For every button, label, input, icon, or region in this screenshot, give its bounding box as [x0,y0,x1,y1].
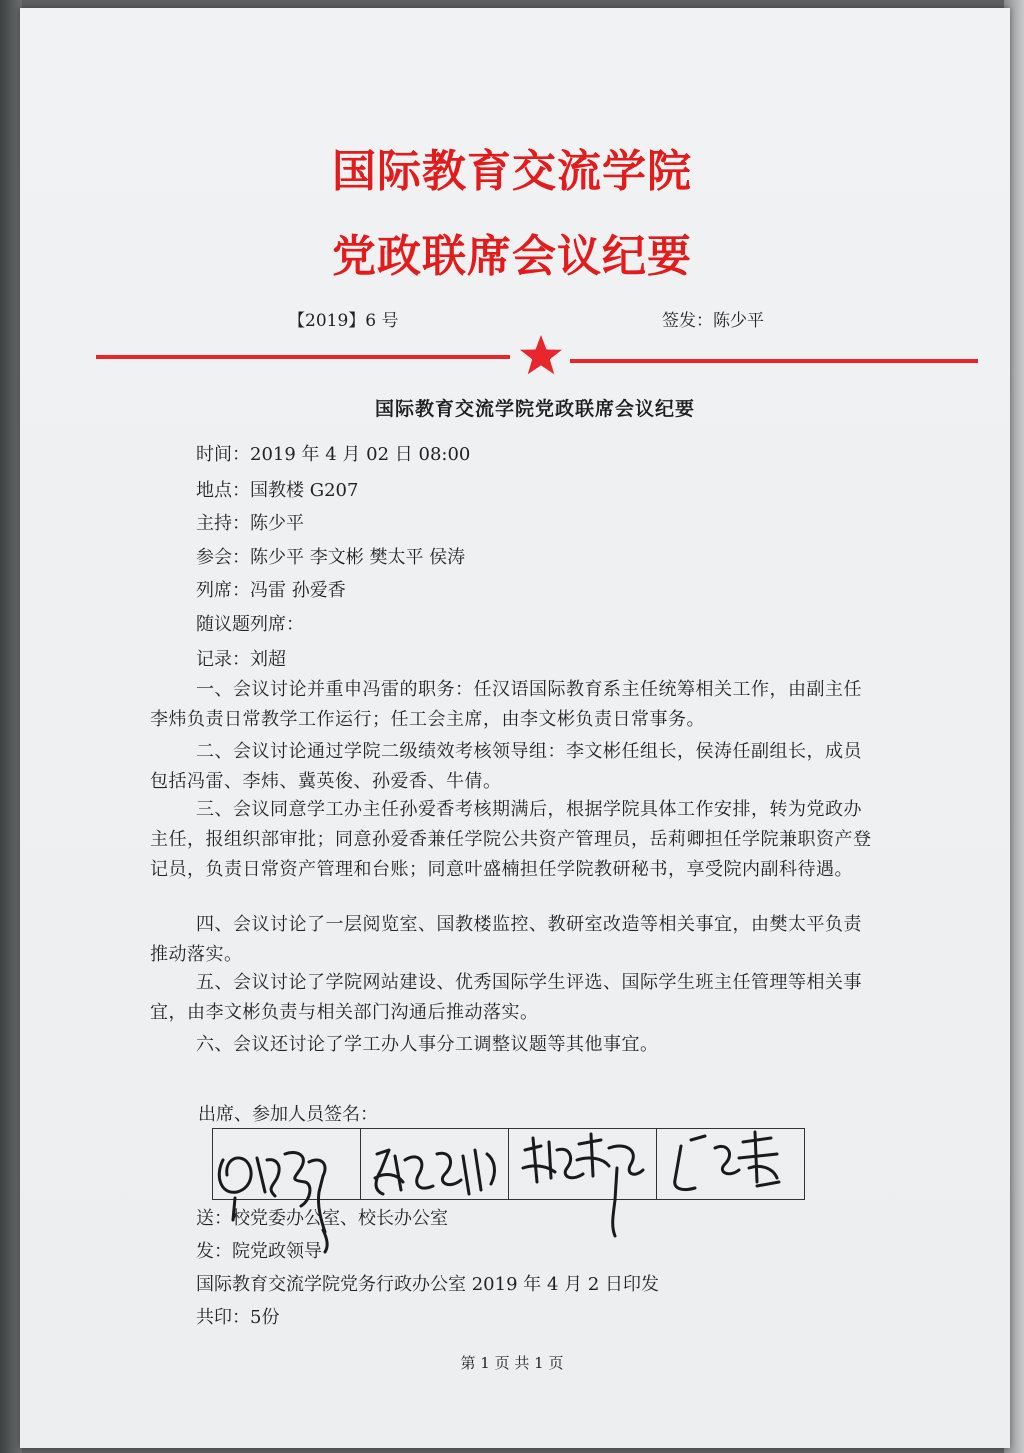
issuer-office: 国际教育交流学院党务行政办公室 2019 年 4 月 2 日印发 [196,1274,660,1295]
meeting-place: 地点：国教楼 G207 [196,480,359,501]
page-number: 第 1 页 共 1 页 [460,1354,564,1372]
meeting-host: 主持：陈少平 [196,513,304,534]
agenda-item-3: 三、会议同意学工办主任孙爱香考核期满后，根据学院具体工作安排，转为党政办主任，报组织部审批；同意孙爱香兼任学院公共资产管理员，岳莉卿担任学院兼职资产登记员，负责日常资产管理和台账；同意叶盛楠担任学院教研秘书，享受院内副科待遇。 [150,799,872,880]
signature-3 [523,1134,643,1236]
meeting-topic-observers: 随议题列席： [196,614,304,635]
agenda-item-1: 一、会议讨论并重申冯雷的职务：任汉语国际教育系主任统筹相关工作，由副主任李炜负责日常教学工作运行；任工会主席，由李文彬负责日常事务。 [150,679,862,730]
agenda-item-5: 五、会议讨论了学院网站建设、优秀国际学生评选、国际学生班主任管理等相关事宜，由李文彬负责与相关部门沟通后推动落实。 [150,972,862,1023]
red-star-icon [518,333,564,377]
copies-printed: 共印：5份 [196,1307,280,1328]
signature-2 [375,1150,494,1194]
meeting-time: 时间：2019 年 4 月 02 日 08:00 [196,444,471,465]
agenda-item-4: 四、会议讨论了一层阅览室、国教楼监控、教研室改造等相关事宜，由樊太平负责推动落实。 [150,914,862,965]
meeting-attendees: 参会：陈少平 李文彬 樊太平 侯涛 [196,547,466,568]
document-number: 【2019】6 号 [288,311,399,331]
issuer-signature-line: 签发：陈少平 [662,311,764,331]
issue-to: 发：院党政领导 [196,1241,322,1262]
send-to: 送：校党委办公室、校长办公室 [196,1208,448,1229]
document-subtitle: 国际教育交流学院党政联席会议纪要 [374,398,695,420]
signature-4 [675,1132,779,1190]
red-header-line1: 国际教育交流学院 [332,146,692,197]
background-left-edge [0,0,22,1453]
red-header-line2: 党政联席会议纪要 [332,231,692,282]
agenda-item-6: 六、会议还讨论了学工办人事分工调整议题等其他事宜。 [196,1034,659,1055]
red-divider-right [570,359,978,363]
meeting-recorder: 记录：刘超 [196,649,286,670]
red-divider-left [96,355,510,359]
meeting-observers: 列席：冯雷 孙爱香 [196,580,346,601]
signature-label: 出席、参加人员签名： [198,1104,378,1125]
agenda-item-2: 二、会议讨论通过学院二级绩效考核领导组：李文彬任组长，侯涛任副组长，成员包括冯雷、李炜、冀英俊、孙爱香、牛倩。 [150,741,862,792]
